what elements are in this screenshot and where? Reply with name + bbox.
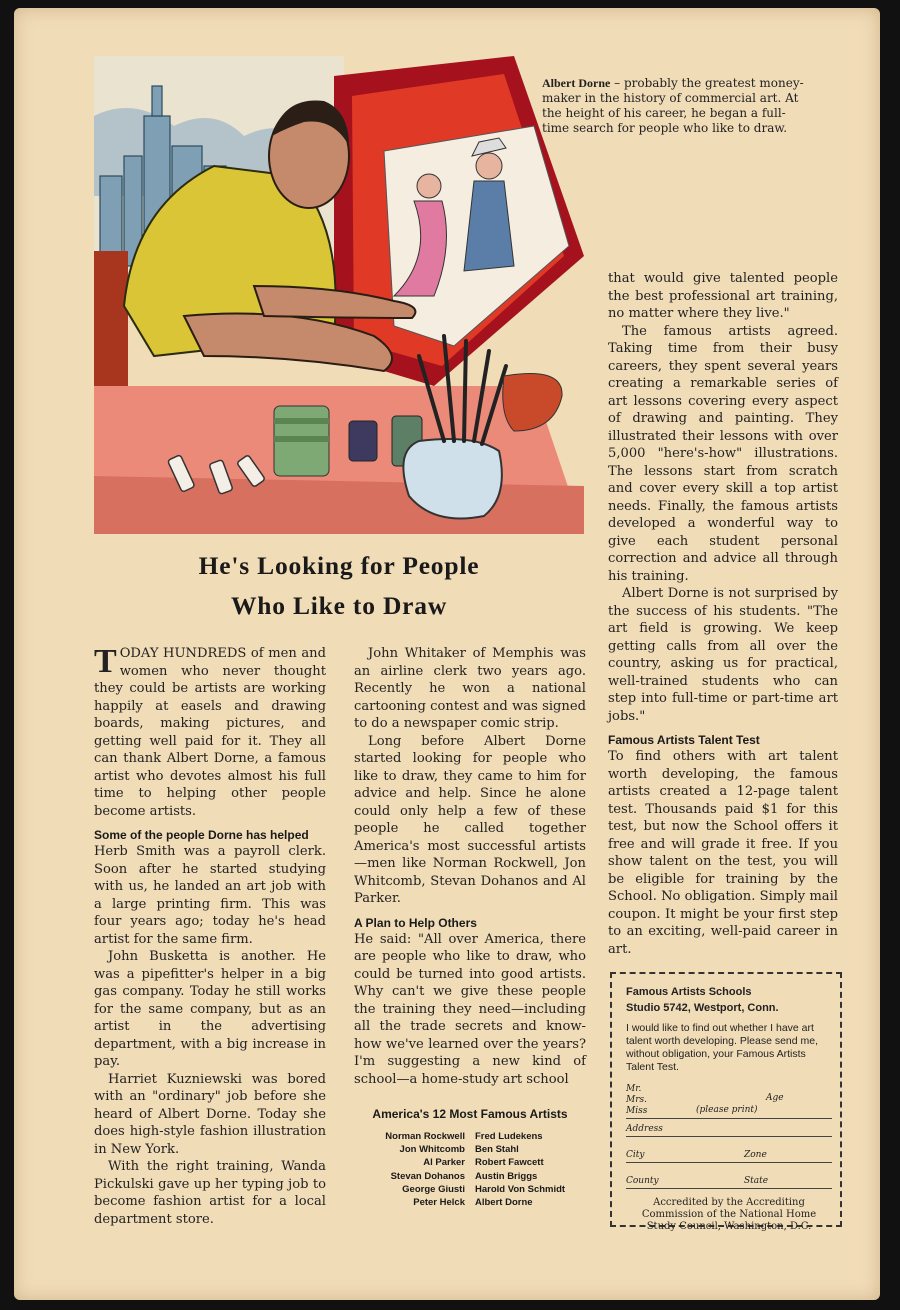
paragraph: Herb Smith was a payroll clerk. Soon after he started studying with us, he landed an art job with a large printing firm. This was four years ago; today he's head artist for the same firm. — [94, 844, 326, 947]
artist-name: Peter Helck — [413, 1197, 465, 1209]
county-state-field[interactable] — [626, 1175, 832, 1189]
city-label: City — [626, 1150, 645, 1160]
coupon-request-text: I would like to find out whether I have art talent worth developing. Please send me, without obligation, your Famous Artists Talent Test. — [626, 1022, 819, 1073]
paragraph: With the right training, Wanda Pickulski gave up her typing job to become fashion artist for a local department store. — [94, 1159, 326, 1227]
paragraph: John Whitaker of Memphis was an airline clerk two years ago. Recently he won a national cartooning contest and was signed to do a newspaper comic strip. — [354, 646, 586, 731]
artist-name: George Giusti — [402, 1183, 465, 1195]
paragraph: that would give talented people the best professional art training, no matter where they live." — [608, 271, 838, 321]
headline-line-2: Who Like to Draw — [230, 591, 448, 620]
name-field[interactable] — [626, 1084, 832, 1119]
age-label: Age — [766, 1093, 784, 1103]
artist-name: Al Parker — [423, 1157, 465, 1169]
intro-paragraph — [94, 645, 326, 820]
drop-cap: T — [94, 643, 117, 680]
intro-text: of men and women who never thought they could be artists are working happily at easels and drawing boards, making pictures, and getting well paid for it. They all can thank Albert Dorne, a famous artist who devotes almost his full time to helping other people become artists. — [94, 646, 327, 819]
county-label: County — [626, 1176, 659, 1186]
comic-back-cover — [14, 8, 880, 1300]
famous-artists-grid — [354, 1130, 586, 1209]
paragraph: To find others with art talent worth developing, the famous artists created a 12-page talent test. Thousands paid $1 for this test, but now the School offers it free and will grade it free. If you show talent on the test, you will be eligible for training by the School. No obligation. Simply mail coupon. It might be your first step to an exciting, well-paid career in art. — [608, 749, 838, 957]
artist-name: Robert Fawcett — [475, 1157, 544, 1169]
paragraph: John Busketta is another. He was a pipefitter's helper in a big gas company. Today he still works for the same company, but as an artist in the advertising department, with a big increase in pay. — [94, 949, 326, 1069]
state-label: State — [744, 1176, 769, 1186]
artist-name: Austin Briggs — [475, 1170, 538, 1182]
address-field[interactable] — [626, 1123, 832, 1137]
artist-name: Albert Dorne — [475, 1197, 533, 1209]
caption-name: Albert Dorne — [542, 76, 611, 90]
paragraph: Harriet Kuzniewski was bored with an "ordinary" job before she heard of Albert Dorne. Today she does high-style fashion illustration in New York. — [94, 1071, 326, 1157]
portrait-caption — [542, 76, 807, 136]
artist-name: Harold Von Schmidt — [475, 1183, 566, 1195]
intro-smallcaps: ODAY HUNDREDS — [119, 646, 247, 661]
albert-dorne-illustration — [94, 56, 584, 534]
artist-name: Jon Whitcomb — [399, 1144, 465, 1156]
zone-label: Zone — [744, 1150, 767, 1160]
please-print-label: (please print) — [696, 1105, 758, 1115]
headline — [94, 546, 584, 626]
caption-text: – probably the greatest money-maker in the history of commercial art. At the height of his career, he began a full-time search for people who like to draw. — [542, 76, 804, 135]
address-label: Address — [626, 1124, 663, 1134]
city-zone-field[interactable] — [626, 1149, 832, 1163]
paragraph: Albert Dorne is not surprised by the success of his students. "The art field is growing. We keep getting calls from all over the country, asking us for practical, well-trained students who can step into full-time or part-time art jobs." — [608, 586, 838, 724]
famous-artists-title: America's 12 Most Famous Artists — [372, 1107, 568, 1121]
article-column-1 — [94, 645, 326, 1228]
headline-line-1: He's Looking for People — [198, 551, 480, 580]
coupon-school-name: Famous Artists Schools — [626, 986, 752, 998]
mail-coupon[interactable] — [610, 972, 842, 1232]
article-column-3 — [608, 270, 838, 958]
paragraph: He said: "All over America, there are people who like to draw, who could be turned into good artists. Why can't we give these people the training they need—including all the trade secrets and know-how we've learned over the years? I'm suggesting a new kind of school—a home-study art school — [354, 931, 586, 1087]
accreditation-note: Accredited by the Accrediting Commission of the National Home Study Council, Washington, D.C. — [641, 1197, 817, 1232]
subhead-talent-test: Famous Artists Talent Test — [608, 733, 760, 747]
artist-name: Ben Stahl — [475, 1144, 519, 1156]
artist-name: Stevan Dohanos — [390, 1170, 465, 1182]
paragraph: Long before Albert Dorne started looking for people who like to draw, they came to him for advice and help. Since he alone could only help a few of these people he called together America's most successful artists —men like Norman Rockwell, Jon Whitcomb, Stevan Dohanos and Al Parker. — [354, 733, 586, 906]
subhead-helped: Some of the people Dorne has helped — [94, 828, 309, 842]
coupon-studio-address: Studio 5742, Westport, Conn. — [626, 1002, 779, 1014]
article-column-2 — [354, 645, 586, 1088]
famous-artists-list — [354, 1106, 586, 1209]
artist-name: Fred Ludekens — [475, 1131, 543, 1142]
subhead-plan: A Plan to Help Others — [354, 915, 477, 930]
artist-name: Norman Rockwell — [385, 1131, 465, 1142]
name-label: Mr. Mrs. Miss — [626, 1084, 648, 1116]
paragraph: The famous artists agreed. Taking time from their busy careers, they spent several years creating a remarkable series of art lessons covering every aspect of drawing and painting. They illustrated their lessons with over 5,000 "here's-how" illustrations. The lessons start from scratch and cover every skill a top artist needs. Finally, the famous artists developed a wonderful way to give each student personal correction and advice all through his training. — [608, 323, 838, 584]
